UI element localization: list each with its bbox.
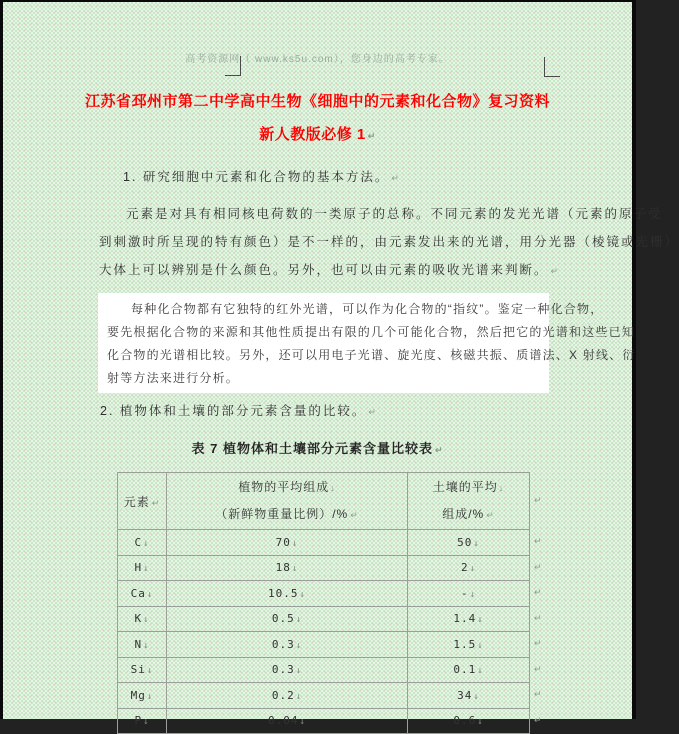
table-caption bbox=[3, 438, 632, 457]
table-cell bbox=[408, 657, 530, 683]
line-break-mark-icon: ↓ bbox=[291, 564, 299, 575]
line-break-mark-icon: ↓ bbox=[498, 483, 505, 493]
header-element-label: 元素 bbox=[123, 494, 150, 509]
table-cell bbox=[118, 708, 167, 734]
table-caption-text: 表 7 植物体和土壤部分元素含量比较表 bbox=[191, 441, 433, 456]
header-plant-line2 bbox=[167, 501, 407, 528]
cell-value: N bbox=[134, 637, 143, 651]
list-item-2 bbox=[100, 401, 378, 419]
line-break-mark-icon: ↓ bbox=[146, 589, 154, 600]
paragraph-mark-icon: ↵ bbox=[534, 663, 542, 674]
cell-value: 0.3 bbox=[271, 637, 295, 651]
line-break-mark-icon: ↓ bbox=[146, 691, 154, 702]
cell-value: 0.6 bbox=[453, 714, 477, 728]
line-break-mark-icon: ↓ bbox=[143, 538, 150, 549]
line-break-mark-icon: ↓ bbox=[299, 717, 306, 728]
header-soil-line2-text: 组成/% bbox=[442, 507, 485, 521]
table-cell bbox=[408, 683, 530, 709]
table-cell bbox=[118, 632, 167, 658]
crop-mark-left-icon bbox=[225, 56, 241, 76]
line-break-mark-icon: ↓ bbox=[469, 589, 477, 600]
header-soil-line1 bbox=[408, 474, 529, 501]
line-break-mark-icon: ↓ bbox=[295, 640, 303, 651]
cell-value: 10.5 bbox=[268, 586, 299, 600]
line-break-mark-icon: ↓ bbox=[469, 564, 477, 575]
cell-value: 1.4 bbox=[453, 612, 477, 626]
line-break-mark-icon: ↓ bbox=[143, 615, 150, 626]
paragraph-line-text: 大体上可以辨别是什么颜色。另外，也可以由元素的吸收光谱来判断。 bbox=[99, 263, 549, 277]
line-break-mark-icon: ↓ bbox=[295, 615, 303, 626]
cell-value: 0.04 bbox=[268, 714, 299, 728]
line-break-mark-icon: ↓ bbox=[295, 666, 303, 677]
title-line2-text: 新人教版必修 1 bbox=[259, 126, 366, 143]
paragraph-mark-icon: ↵ bbox=[350, 510, 359, 520]
cell-value: Si bbox=[130, 663, 146, 677]
table-header-cell bbox=[167, 473, 408, 530]
box-line: 每种化合物都有它独特的红外光谱，可以作为化合物的“指纹”。鉴定一种化合物， bbox=[131, 302, 604, 316]
paragraph-mark-icon: ↵ bbox=[534, 587, 542, 598]
table-cell bbox=[118, 581, 167, 607]
paragraph-mark-icon: ↵ bbox=[367, 131, 376, 141]
table-cell bbox=[167, 708, 408, 734]
table-cell bbox=[408, 555, 530, 581]
table-cell bbox=[118, 555, 167, 581]
table-row bbox=[118, 657, 530, 683]
paragraph-mark-icon: ↵ bbox=[534, 561, 542, 572]
header-soil-line1-text: 土壤的平均 bbox=[432, 480, 498, 494]
header-plant-line1-text: 植物的平均组成 bbox=[238, 480, 330, 494]
paragraph-line: 到刺激时所呈现的特有颜色）是不一样的，由元素发出来的光谱，用分光器（棱镜或光栅） bbox=[99, 235, 679, 249]
list-item-2-text: 2. 植物体和土壤的部分元素含量的比较。 bbox=[100, 404, 367, 418]
paragraph-mark-icon: ↵ bbox=[550, 266, 561, 276]
comparison-table bbox=[117, 472, 530, 734]
line-break-mark-icon: ↓ bbox=[143, 564, 150, 575]
box-line: 化合物的光谱相比较。另外，还可以用电子光谱、旋光度、核磁共振、质谱法、X 射线、衍 bbox=[107, 348, 636, 362]
line-break-mark-icon: ↓ bbox=[291, 538, 299, 549]
paragraph-mark-icon: ↵ bbox=[534, 689, 542, 700]
table-row bbox=[118, 683, 530, 709]
table-cell bbox=[408, 606, 530, 632]
cell-value: 34 bbox=[457, 688, 473, 702]
cell-value: 18 bbox=[275, 561, 291, 575]
cell-value: - bbox=[460, 586, 469, 600]
end-of-row-marks bbox=[532, 472, 542, 733]
line-break-mark-icon: ↓ bbox=[477, 717, 484, 728]
paragraph-mark-icon: ↵ bbox=[434, 445, 444, 455]
watermark-text: 高考资源网（ www.ks5u.com），您身边的高考专家。 bbox=[185, 54, 450, 65]
table-row bbox=[118, 606, 530, 632]
paragraph-mark-icon: ↵ bbox=[534, 714, 542, 725]
table-cell bbox=[118, 683, 167, 709]
table-cell bbox=[167, 606, 408, 632]
line-break-mark-icon: ↓ bbox=[143, 640, 150, 651]
header-plant-line2-text: （新鲜物重量比例）/% bbox=[215, 507, 349, 521]
highlighted-text-box bbox=[98, 293, 636, 393]
line-break-mark-icon: ↓ bbox=[477, 615, 484, 626]
box-line: 要先根据化合物的来源和其他性质提出有限的几个可能化合物，然后把它的光谱和这些已知 bbox=[107, 325, 636, 339]
paragraph-mark-icon: ↵ bbox=[151, 497, 161, 508]
table-cell bbox=[167, 530, 408, 556]
table-cell bbox=[408, 581, 530, 607]
paragraph-mark-icon: ↵ bbox=[534, 495, 542, 505]
cell-value: K bbox=[134, 612, 143, 626]
paragraph-mark-icon: ↵ bbox=[368, 407, 378, 417]
cell-value: 70 bbox=[275, 535, 291, 549]
cell-value: Ca bbox=[130, 586, 146, 600]
line-break-mark-icon: ↓ bbox=[299, 589, 306, 600]
cell-value: H bbox=[134, 561, 143, 575]
cell-value: 50 bbox=[457, 535, 473, 549]
line-break-mark-icon: ↓ bbox=[477, 666, 484, 677]
table-cell bbox=[408, 632, 530, 658]
table-row bbox=[118, 581, 530, 607]
table-row bbox=[118, 632, 530, 658]
list-item-1-text: 1. 研究细胞中元素和化合物的基本方法。 bbox=[123, 170, 390, 184]
paragraph-mark-icon: ↵ bbox=[534, 638, 542, 649]
document-title-line2 bbox=[3, 123, 632, 144]
cell-value: 0.1 bbox=[453, 663, 477, 677]
cell-value: 0.5 bbox=[271, 612, 295, 626]
table-cell bbox=[167, 555, 408, 581]
line-break-mark-icon: ↓ bbox=[146, 666, 154, 677]
document-title-line1: 江苏省邳州市第二中学高中生物《细胞中的元素和化合物》复习资料 bbox=[84, 93, 550, 110]
header-plant-line1 bbox=[167, 474, 407, 501]
cell-value: 0.2 bbox=[271, 688, 295, 702]
cell-value: 2 bbox=[460, 561, 469, 575]
box-line: 射等方法来进行分析。 bbox=[107, 371, 240, 385]
table-header-cell bbox=[408, 473, 530, 530]
paragraph-line: 元素是对具有相同核电荷数的一类原子的总称。不同元素的发光光谱（元素的原子受 bbox=[126, 207, 663, 221]
paragraph-mark-icon: ↵ bbox=[534, 536, 542, 547]
table-cell bbox=[408, 530, 530, 556]
paragraph-mark-icon: ↵ bbox=[534, 612, 542, 623]
line-break-mark-icon: ↓ bbox=[473, 538, 480, 549]
line-break-mark-icon: ↓ bbox=[330, 483, 336, 493]
table-cell bbox=[167, 632, 408, 658]
table-cell bbox=[167, 581, 408, 607]
cell-value: 1.5 bbox=[453, 637, 477, 651]
crop-mark-right-icon bbox=[544, 57, 560, 77]
table-row bbox=[118, 708, 530, 734]
list-item-1 bbox=[123, 167, 401, 185]
table-cell bbox=[167, 683, 408, 709]
table-row bbox=[118, 555, 530, 581]
table-cell bbox=[167, 657, 408, 683]
cell-value: C bbox=[134, 535, 143, 549]
line-break-mark-icon: ↓ bbox=[143, 717, 150, 728]
cell-value: Mg bbox=[130, 688, 146, 702]
table-header-row bbox=[118, 473, 530, 530]
header-soil-line2 bbox=[408, 501, 529, 528]
table-cell bbox=[118, 530, 167, 556]
table-header-cell bbox=[118, 473, 167, 530]
line-break-mark-icon: ↓ bbox=[295, 691, 303, 702]
table-cell bbox=[408, 708, 530, 734]
body-paragraph bbox=[99, 200, 679, 285]
paragraph-mark-icon: ↵ bbox=[391, 173, 401, 183]
line-break-mark-icon: ↓ bbox=[477, 640, 484, 651]
cell-value: P bbox=[134, 714, 143, 728]
table-row bbox=[118, 530, 530, 556]
paragraph-line bbox=[99, 256, 561, 285]
table-cell bbox=[118, 606, 167, 632]
paragraph-mark-icon: ↵ bbox=[486, 510, 495, 520]
cell-value: 0.3 bbox=[271, 663, 295, 677]
table-cell bbox=[118, 657, 167, 683]
line-break-mark-icon: ↓ bbox=[473, 691, 480, 702]
